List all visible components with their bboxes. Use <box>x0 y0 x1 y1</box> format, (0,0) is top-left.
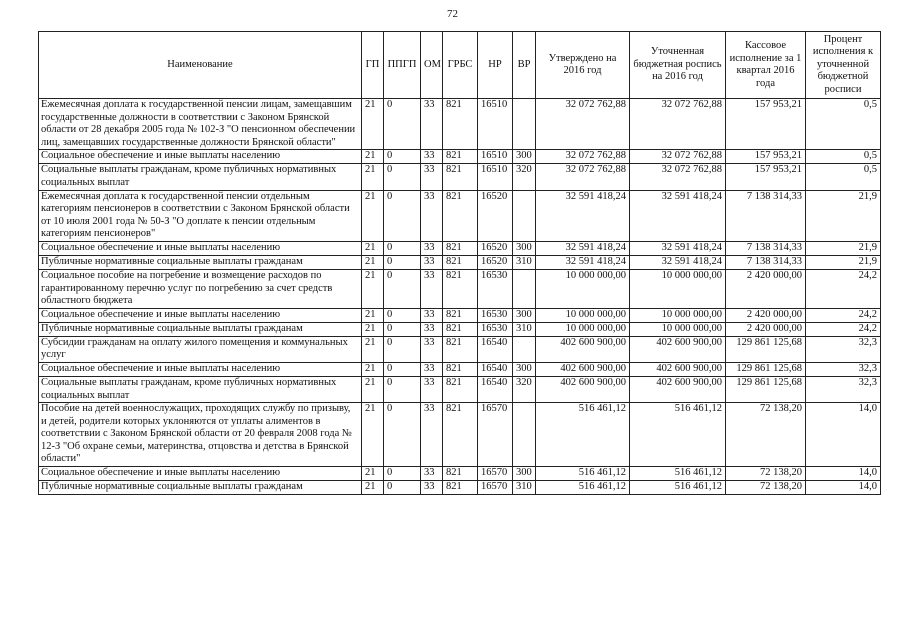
table-row <box>39 336 881 362</box>
row-ppgp: 0 <box>384 336 421 362</box>
header-om: ОМ <box>421 32 443 99</box>
row-percent: 24,2 <box>806 269 881 308</box>
row-om: 33 <box>421 467 443 481</box>
budget-table-container <box>38 31 881 495</box>
row-om: 33 <box>421 308 443 322</box>
row-vr <box>513 269 536 308</box>
row-grbs: 821 <box>443 190 478 241</box>
row-ppgp: 0 <box>384 403 421 467</box>
row-np: 16530 <box>478 269 513 308</box>
table-row <box>39 150 881 164</box>
row-om: 33 <box>421 164 443 190</box>
row-om: 33 <box>421 241 443 255</box>
row-percent: 32,3 <box>806 376 881 402</box>
row-percent: 0,5 <box>806 150 881 164</box>
row-percent: 32,3 <box>806 336 881 362</box>
row-gp: 21 <box>362 99 384 150</box>
header-refined: Уточненная бюджетная роспись на 2016 год <box>630 32 726 99</box>
row-ppgp: 0 <box>384 376 421 402</box>
row-gp: 21 <box>362 190 384 241</box>
row-ppgp: 0 <box>384 481 421 495</box>
row-vr: 310 <box>513 255 536 269</box>
row-name: Публичные нормативные социальные выплаты гражданам <box>39 322 362 336</box>
row-approved: 32 591 418,24 <box>536 255 630 269</box>
row-refined: 32 591 418,24 <box>630 190 726 241</box>
row-gp: 21 <box>362 322 384 336</box>
row-grbs: 821 <box>443 322 478 336</box>
row-approved: 10 000 000,00 <box>536 322 630 336</box>
row-grbs: 821 <box>443 467 478 481</box>
row-vr <box>513 99 536 150</box>
row-name: Пособие на детей военнослужащих, проходящих службу по призыву, и детей, родители которых уклоняются от уплаты алиментов в соответствии с Законом Брянской области от 20 февраля 2008 года № 12-З "Об охране семьи, материнства, отцовства и детства в Брянской области" <box>39 403 362 467</box>
row-gp: 21 <box>362 255 384 269</box>
row-approved: 516 461,12 <box>536 467 630 481</box>
row-vr: 300 <box>513 467 536 481</box>
row-gp: 21 <box>362 362 384 376</box>
row-grbs: 821 <box>443 308 478 322</box>
row-name: Социальное пособие на погребение и возмещение расходов по гарантированному перечню услуг по погребению за счет средств областного бюджета <box>39 269 362 308</box>
row-cash: 157 953,21 <box>726 150 806 164</box>
row-percent: 24,2 <box>806 322 881 336</box>
row-grbs: 821 <box>443 336 478 362</box>
table-row <box>39 241 881 255</box>
row-percent: 14,0 <box>806 467 881 481</box>
row-refined: 32 072 762,88 <box>630 99 726 150</box>
row-ppgp: 0 <box>384 150 421 164</box>
table-row <box>39 376 881 402</box>
row-grbs: 821 <box>443 150 478 164</box>
row-cash: 72 138,20 <box>726 467 806 481</box>
row-ppgp: 0 <box>384 322 421 336</box>
table-row <box>39 362 881 376</box>
row-approved: 402 600 900,00 <box>536 336 630 362</box>
table-row <box>39 164 881 190</box>
row-ppgp: 0 <box>384 164 421 190</box>
row-name: Социальные выплаты гражданам, кроме публичных нормативных социальных выплат <box>39 376 362 402</box>
row-vr: 300 <box>513 241 536 255</box>
row-np: 16510 <box>478 164 513 190</box>
row-refined: 10 000 000,00 <box>630 269 726 308</box>
row-approved: 516 461,12 <box>536 481 630 495</box>
row-refined: 10 000 000,00 <box>630 308 726 322</box>
row-grbs: 821 <box>443 376 478 402</box>
row-om: 33 <box>421 269 443 308</box>
row-refined: 402 600 900,00 <box>630 336 726 362</box>
row-approved: 10 000 000,00 <box>536 308 630 322</box>
row-vr: 310 <box>513 481 536 495</box>
row-gp: 21 <box>362 376 384 402</box>
header-grbs: ГРБС <box>443 32 478 99</box>
header-approved: Утверждено на 2016 год <box>536 32 630 99</box>
row-name: Социальное обеспечение и иные выплаты населению <box>39 362 362 376</box>
row-cash: 157 953,21 <box>726 164 806 190</box>
row-om: 33 <box>421 190 443 241</box>
row-percent: 14,0 <box>806 403 881 467</box>
row-gp: 21 <box>362 241 384 255</box>
row-cash: 72 138,20 <box>726 481 806 495</box>
row-name: Публичные нормативные социальные выплаты гражданам <box>39 255 362 269</box>
row-ppgp: 0 <box>384 241 421 255</box>
row-name: Субсидии гражданам на оплату жилого помещения и коммунальных услуг <box>39 336 362 362</box>
row-approved: 10 000 000,00 <box>536 269 630 308</box>
table-row <box>39 99 881 150</box>
row-cash: 72 138,20 <box>726 403 806 467</box>
table-row <box>39 308 881 322</box>
row-refined: 516 461,12 <box>630 481 726 495</box>
page-number: 72 <box>447 8 458 20</box>
row-gp: 21 <box>362 164 384 190</box>
row-om: 33 <box>421 255 443 269</box>
row-approved: 32 072 762,88 <box>536 99 630 150</box>
row-vr: 320 <box>513 376 536 402</box>
row-approved: 402 600 900,00 <box>536 362 630 376</box>
row-percent: 21,9 <box>806 255 881 269</box>
row-np: 16540 <box>478 362 513 376</box>
table-row <box>39 322 881 336</box>
row-approved: 516 461,12 <box>536 403 630 467</box>
row-percent: 0,5 <box>806 99 881 150</box>
row-np: 16510 <box>478 99 513 150</box>
row-np: 16570 <box>478 481 513 495</box>
row-grbs: 821 <box>443 241 478 255</box>
row-grbs: 821 <box>443 164 478 190</box>
row-approved: 32 072 762,88 <box>536 150 630 164</box>
row-grbs: 821 <box>443 403 478 467</box>
row-np: 16520 <box>478 255 513 269</box>
row-cash: 129 861 125,68 <box>726 376 806 402</box>
header-cash: Кассовое исполнение за 1 квартал 2016 года <box>726 32 806 99</box>
row-ppgp: 0 <box>384 255 421 269</box>
row-cash: 129 861 125,68 <box>726 362 806 376</box>
row-ppgp: 0 <box>384 269 421 308</box>
header-percent: Процент исполнения к уточненной бюджетной росписи <box>806 32 881 99</box>
row-ppgp: 0 <box>384 308 421 322</box>
row-om: 33 <box>421 99 443 150</box>
row-refined: 402 600 900,00 <box>630 376 726 402</box>
row-np: 16520 <box>478 241 513 255</box>
row-np: 16530 <box>478 322 513 336</box>
row-cash: 7 138 314,33 <box>726 190 806 241</box>
row-name: Публичные нормативные социальные выплаты гражданам <box>39 481 362 495</box>
table-row <box>39 481 881 495</box>
row-approved: 32 072 762,88 <box>536 164 630 190</box>
row-vr <box>513 336 536 362</box>
row-np: 16570 <box>478 403 513 467</box>
header-ppgp: ППГП <box>384 32 421 99</box>
row-name: Социальное обеспечение и иные выплаты населению <box>39 308 362 322</box>
row-ppgp: 0 <box>384 190 421 241</box>
row-ppgp: 0 <box>384 467 421 481</box>
row-gp: 21 <box>362 481 384 495</box>
row-name: Социальное обеспечение и иные выплаты населению <box>39 467 362 481</box>
row-vr: 300 <box>513 308 536 322</box>
row-percent: 14,0 <box>806 481 881 495</box>
row-np: 16520 <box>478 190 513 241</box>
budget-execution-table <box>38 31 881 495</box>
row-vr: 320 <box>513 164 536 190</box>
row-refined: 32 072 762,88 <box>630 150 726 164</box>
row-cash: 7 138 314,33 <box>726 241 806 255</box>
row-ppgp: 0 <box>384 362 421 376</box>
row-vr <box>513 190 536 241</box>
row-refined: 10 000 000,00 <box>630 322 726 336</box>
header-vr: ВР <box>513 32 536 99</box>
row-grbs: 821 <box>443 255 478 269</box>
header-gp: ГП <box>362 32 384 99</box>
row-approved: 32 591 418,24 <box>536 241 630 255</box>
row-grbs: 821 <box>443 99 478 150</box>
row-np: 16530 <box>478 308 513 322</box>
row-gp: 21 <box>362 308 384 322</box>
table-row <box>39 269 881 308</box>
row-refined: 32 591 418,24 <box>630 255 726 269</box>
row-refined: 32 072 762,88 <box>630 164 726 190</box>
table-header-row <box>39 32 881 99</box>
row-percent: 21,9 <box>806 241 881 255</box>
row-percent: 0,5 <box>806 164 881 190</box>
header-np: НР <box>478 32 513 99</box>
row-cash: 157 953,21 <box>726 99 806 150</box>
row-grbs: 821 <box>443 481 478 495</box>
row-cash: 2 420 000,00 <box>726 269 806 308</box>
row-gp: 21 <box>362 269 384 308</box>
row-np: 16510 <box>478 150 513 164</box>
row-name: Ежемесячная доплата к государственной пенсии лицам, замещавшим государственные должности в соответствии с Законом Брянской области от 28 декабря 2005 года № 102-З "О пенсионном обеспечении лиц, замещавших государственные должности Брянской области" <box>39 99 362 150</box>
row-om: 33 <box>421 481 443 495</box>
row-ppgp: 0 <box>384 99 421 150</box>
row-percent: 21,9 <box>806 190 881 241</box>
row-vr <box>513 403 536 467</box>
row-approved: 402 600 900,00 <box>536 376 630 402</box>
row-np: 16540 <box>478 376 513 402</box>
row-om: 33 <box>421 362 443 376</box>
row-refined: 32 591 418,24 <box>630 241 726 255</box>
row-om: 33 <box>421 336 443 362</box>
row-cash: 2 420 000,00 <box>726 322 806 336</box>
table-body <box>39 99 881 495</box>
row-vr: 310 <box>513 322 536 336</box>
row-name: Социальное обеспечение и иные выплаты населению <box>39 241 362 255</box>
row-np: 16540 <box>478 336 513 362</box>
row-approved: 32 591 418,24 <box>536 190 630 241</box>
row-vr: 300 <box>513 362 536 376</box>
row-om: 33 <box>421 322 443 336</box>
row-om: 33 <box>421 376 443 402</box>
row-name: Социальные выплаты гражданам, кроме публичных нормативных социальных выплат <box>39 164 362 190</box>
row-vr: 300 <box>513 150 536 164</box>
row-grbs: 821 <box>443 362 478 376</box>
row-percent: 32,3 <box>806 362 881 376</box>
table-row <box>39 190 881 241</box>
row-gp: 21 <box>362 403 384 467</box>
row-grbs: 821 <box>443 269 478 308</box>
row-cash: 2 420 000,00 <box>726 308 806 322</box>
row-cash: 129 861 125,68 <box>726 336 806 362</box>
row-gp: 21 <box>362 336 384 362</box>
row-name: Социальное обеспечение и иные выплаты населению <box>39 150 362 164</box>
row-percent: 24,2 <box>806 308 881 322</box>
table-row <box>39 255 881 269</box>
row-gp: 21 <box>362 150 384 164</box>
row-refined: 402 600 900,00 <box>630 362 726 376</box>
table-row <box>39 403 881 467</box>
row-cash: 7 138 314,33 <box>726 255 806 269</box>
header-name: Наименование <box>39 32 362 99</box>
row-np: 16570 <box>478 467 513 481</box>
row-refined: 516 461,12 <box>630 467 726 481</box>
table-row <box>39 467 881 481</box>
row-om: 33 <box>421 403 443 467</box>
row-name: Ежемесячная доплата к государственной пенсии отдельным категориям пенсионеров в соответствии с Законом Брянской области от 10 июля 2001 года № 50-З "О доплате к пенсии отдельным категориям пенсионеров" <box>39 190 362 241</box>
row-gp: 21 <box>362 467 384 481</box>
row-refined: 516 461,12 <box>630 403 726 467</box>
row-om: 33 <box>421 150 443 164</box>
